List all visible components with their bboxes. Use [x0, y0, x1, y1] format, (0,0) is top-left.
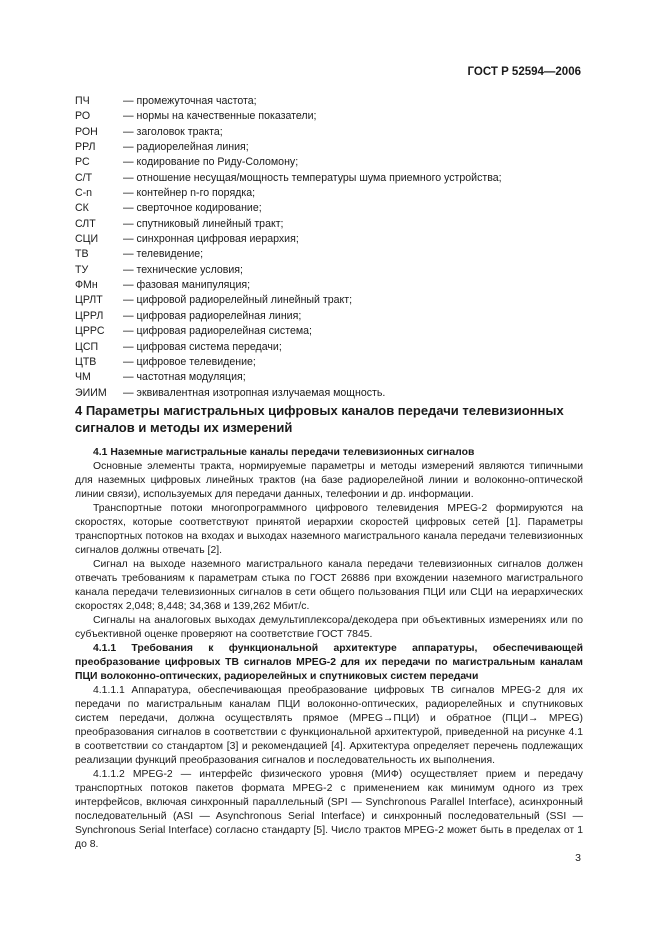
abbreviation-term: ЦРЛТ: [75, 294, 103, 307]
abbreviation-row: [75, 324, 595, 339]
abbreviation-term: ЦТВ: [75, 355, 97, 368]
abbreviation-list: [75, 94, 595, 401]
abbreviation-definition: — цифровая радиорелейная система;: [123, 325, 312, 338]
abbreviation-definition: — синхронная цифровая иерархия;: [123, 233, 299, 246]
abbreviation-definition: — цифровая система передачи;: [123, 340, 282, 353]
abbreviation-definition: — спутниковый линейный тракт;: [123, 217, 284, 230]
abbreviation-term: ЭИИМ: [75, 386, 107, 399]
paragraph: Транспортные потоки многопрограммного цифрового телевидения MPEG-2 формируются на скоростях, которые соответствуют принятой иерархии скоростей цифровых сетей [1]. Параметры транспортных потоков на входах и выходах наземного магистрального канала передачи телевизионных сигналов должны отвечать [2].: [75, 503, 583, 556]
abbreviation-row: [75, 155, 595, 170]
body-text: [75, 446, 583, 852]
abbreviation-row: [75, 140, 595, 155]
abbreviation-definition: — частотная модуляция;: [123, 371, 246, 384]
abbreviation-row: [75, 94, 595, 109]
abbreviation-term: СЛТ: [75, 217, 96, 230]
abbreviation-row: [75, 186, 595, 201]
abbreviation-definition: — цифровой радиорелейный линейный тракт;: [123, 294, 353, 307]
abbreviation-term: ФМн: [75, 279, 98, 292]
abbreviation-definition: — нормы на качественные показатели;: [123, 110, 317, 123]
paragraph: Основные элементы тракта, нормируемые параметры и методы измерений являются типичными для наземных цифровых линейных трактов (на базе радиорелейной линии и волоконно-оптической линии связи), используемых для передачи данных, телефонии и др. информации.: [75, 461, 583, 500]
abbreviation-term: РОН: [75, 125, 98, 138]
abbreviation-term: СЦИ: [75, 233, 99, 246]
document-header: ГОСТ Р 52594—2006: [467, 66, 581, 78]
abbreviation-definition: — заголовок тракта;: [123, 125, 223, 138]
paragraph: Сигналы на аналоговых выходах демультиплексора/декодера при объективных измерениях или по субъективной оценке проверяют на соответствие ГОСТ 7845.: [75, 615, 583, 640]
abbreviation-term: РО: [75, 110, 91, 123]
abbreviation-term: ТУ: [75, 263, 89, 276]
abbreviation-term: СК: [75, 202, 89, 215]
abbreviation-term: ЦРРЛ: [75, 309, 104, 322]
abbreviation-row: [75, 309, 595, 324]
abbreviation-definition: — технические условия;: [123, 263, 243, 276]
abbreviation-row: [75, 370, 595, 385]
abbreviation-definition: — отношение несущая/мощность температуры шума приемного устройства;: [123, 171, 502, 184]
abbreviation-row: [75, 247, 595, 262]
abbreviation-row: [75, 340, 595, 355]
abbreviation-row: [75, 109, 595, 124]
abbreviation-row: [75, 355, 595, 370]
paragraph: Сигнал на выходе наземного магистрального канала передачи телевизионных сигналов должен отвечать требованиям к параметрам стыка по ГОСТ 26886 при вхождении наземного магистрального канала передачи телевизионных сигналов в сети общего пользования ПЦИ или СЦИ на иерархических скоростях 2,048; 8,448; 34,368 и 139,262 Мбит/с.: [75, 559, 583, 612]
paragraph: 4.1.1.2 MPEG-2 — интерфейс физического уровня (МИФ) осуществляет прием и передачу транспортных потоков пакетов формата MPEG-2 с применением как минимум одного из трех интерфейсов, включая синхронный параллельный (SPI — Synchronous Parallel Interface), асинхронный последовательный (ASI — Asynchronous Serial Interface) и синхронный последовательный (SSI — Synchronous Serial Interface) согласно стандарту [5]. Число трактов MPEG-2 может быть в пределах от 1 до 8.: [75, 769, 583, 850]
abbreviation-row: [75, 386, 595, 401]
abbreviation-row: [75, 201, 595, 216]
subsection-4-1-1-title: 4.1.1 Требования к функциональной архитектуре аппаратуры, обеспечивающей преобразование цифровых ТВ сигналов MPEG-2 для их передачи по магистральным каналам ПЦИ волоконно-оптических, радиорелейных и спутниковых систем передачи: [75, 643, 583, 682]
abbreviation-row: [75, 125, 595, 140]
abbreviation-definition: — цифровая радиорелейная линия;: [123, 309, 302, 322]
page-number: 3: [575, 852, 581, 864]
abbreviation-term: С/Т: [75, 171, 93, 184]
abbreviation-definition: — кодирование по Риду-Соломону;: [123, 156, 299, 169]
abbreviation-row: [75, 217, 595, 232]
abbreviation-definition: — радиорелейная линия;: [123, 141, 249, 154]
abbreviation-term: ЦСП: [75, 340, 99, 353]
paragraph: 4.1.1.1 Аппаратура, обеспечивающая преобразование цифровых ТВ сигналов MPEG-2 для их передачи по магистральным каналам ПЦИ волоконно-оптических, радиорелейных и спутниковых систем передачи, должна осуществлять прямое (MPEG→ПЦИ) и обратное (ПЦИ→ MPEG) преобразования сигналов в соответствии с функциональной архитектурой, приведенной на рисунке 4.1 в соответствии со стандартом [3] и рекомендацией [4]. Архитектура определяет перечень подлежащих реализации функций преобразования сигналов и последовательность их выполнения.: [75, 685, 583, 766]
abbreviation-definition: — телевидение;: [123, 248, 204, 261]
abbreviation-term: ТВ: [75, 248, 89, 261]
abbreviation-term: С-n: [75, 187, 93, 200]
abbreviation-definition: — промежуточная частота;: [123, 95, 257, 107]
abbreviation-definition: — фазовая манипуляция;: [123, 279, 251, 292]
abbreviation-definition: — контейнер n-го порядка;: [123, 187, 256, 200]
abbreviation-term: РС: [75, 156, 90, 169]
abbreviation-term: ЦРРС: [75, 325, 105, 338]
abbreviation-term: ЧМ: [75, 371, 91, 384]
abbreviation-row: [75, 232, 595, 247]
abbreviation-row: [75, 278, 595, 293]
abbreviation-definition: — цифровое телевидение;: [123, 355, 256, 368]
abbreviation-term: РРЛ: [75, 141, 96, 154]
abbreviation-definition: — сверточное кодирование;: [123, 202, 262, 215]
section-4-title: 4 Параметры магистральных цифровых каналов передачи телевизионных сигналов и методы их измерений: [75, 403, 564, 435]
abbreviation-row: [75, 171, 595, 186]
abbreviation-term: ПЧ: [75, 95, 90, 107]
abbreviation-row: [75, 263, 595, 278]
abbreviation-row: [75, 293, 595, 308]
subsection-4-1-title: 4.1 Наземные магистральные каналы передачи телевизионных сигналов: [93, 447, 475, 458]
abbreviation-definition: — эквивалентная изотропная излучаемая мощность.: [123, 386, 386, 399]
